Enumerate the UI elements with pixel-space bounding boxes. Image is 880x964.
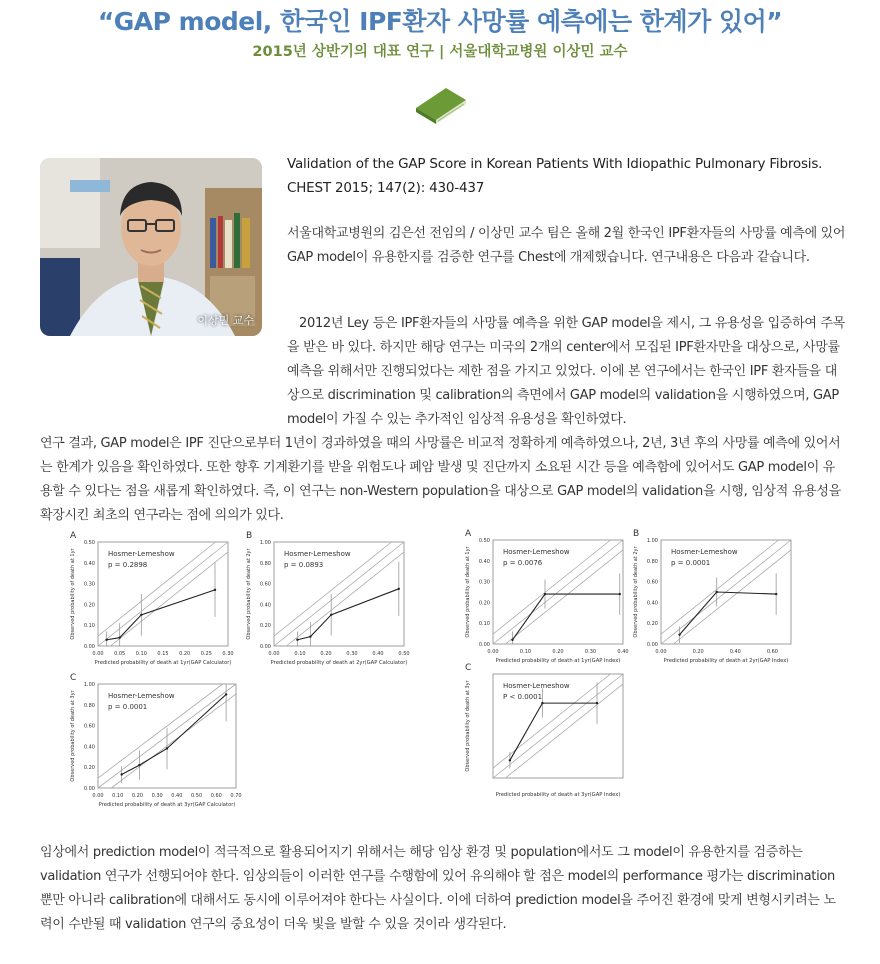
x-tick-label: 0.30	[584, 649, 597, 655]
data-point	[118, 636, 120, 638]
panel-letter: B	[246, 531, 253, 541]
y-tick-label: 0.30	[83, 581, 95, 588]
x-tick-label: 0.05	[114, 651, 126, 657]
x-tick-label: 0.10	[519, 649, 532, 655]
x-axis-label: Predicted probability of death at 3yr(GAP Index)	[495, 792, 621, 798]
panel-letter: C	[70, 673, 77, 683]
chart-annotation: p = 0.0001	[671, 559, 711, 567]
panel-letter: A	[70, 531, 77, 541]
data-point	[140, 614, 142, 616]
data-point	[105, 639, 107, 641]
y-tick-label: 0.10	[478, 621, 490, 628]
x-tick-label: 0.00	[92, 651, 104, 657]
x-tick-label: 0.40	[729, 649, 741, 655]
panel-letter: A	[465, 529, 472, 539]
chart-title: Hosmer-Lemeshow	[284, 550, 351, 558]
y-tick-label: 0.40	[478, 558, 490, 565]
data-point	[775, 593, 777, 595]
data-point	[541, 702, 543, 704]
data-point	[619, 593, 621, 595]
y-tick-label: 0.20	[83, 765, 95, 772]
y-tick-label: 1.00	[646, 538, 658, 544]
figure-gap-index-svg	[463, 524, 823, 804]
data-point	[138, 764, 140, 766]
y-tick-label: 0.80	[83, 702, 95, 709]
data-point	[716, 591, 718, 593]
y-axis-label: Observed probability of death at 2yr	[633, 546, 639, 638]
data-point	[398, 588, 400, 590]
data-point	[120, 773, 122, 775]
x-tick-label: 0.00	[268, 651, 280, 657]
x-tick-label: 0.20	[179, 651, 191, 657]
x-tick-label: 0.70	[230, 793, 242, 799]
body-paragraph-1: 2012년 Ley 등은 IPF환자들의 사망률 예측을 위한 GAP model을 제시, 그 유용성을 입증하여 주목을 받은 바 있다. 하지만 해당 연구는 미국의 2개의 center에서 모집된 IPF환자만을 대상으로, 사망률 예측을 위해서만 진행되었다는 제한 점을 가지고 있었다. 이에 본 연구에서는 한국인 IPF 환자들을 대상으로 discrimination 및 calibration의 측면에서 GAP model의 validation을 시행하였으며, GAP model이 가질 수 있는 추가적인 임상적 유용성을 확인하였다.	[287, 316, 845, 427]
y-tick-label: 0.20	[83, 602, 95, 609]
chart-annotation: p = 0.0893	[284, 561, 324, 569]
body-text	[40, 312, 845, 528]
data-point	[214, 589, 216, 591]
data-point	[330, 614, 332, 616]
data-point	[596, 702, 598, 704]
chart-panel-gap-calculator-c	[70, 673, 242, 808]
panel-letter: B	[633, 529, 640, 539]
data-point	[511, 639, 513, 641]
y-axis-label: Observed probability of death at 1yr	[465, 546, 471, 638]
x-tick-label: 0.40	[617, 649, 629, 655]
data-point	[509, 759, 511, 761]
y-tick-label: 0.60	[259, 581, 271, 588]
chart-panel-gap-index-a	[465, 529, 629, 664]
y-tick-label: 0.10	[83, 623, 95, 630]
x-tick-label: 0.40	[372, 651, 384, 657]
x-tick-label: 0.30	[222, 651, 234, 657]
y-tick-label: 0.40	[646, 600, 658, 607]
figure-gap-calculator	[66, 526, 438, 816]
y-tick-label: 0.50	[478, 538, 490, 544]
chart-title: Hosmer-Lemeshow	[108, 550, 175, 558]
data-point	[225, 693, 227, 695]
x-axis-label: Predicted probability of death at 1yr(GAP Index)	[495, 658, 621, 664]
y-axis-label: Observed probability of death at 3yr	[70, 690, 76, 782]
chart-annotation: p = 0.0076	[503, 559, 543, 567]
x-axis-label: Predicted probability of death at 1yr(GAP Calculator)	[94, 660, 232, 666]
y-tick-label: 0.80	[646, 558, 658, 565]
x-tick-label: 0.30	[346, 651, 358, 657]
x-tick-label: 0.10	[294, 651, 306, 657]
y-tick-label: 0.50	[83, 540, 95, 546]
data-point	[309, 635, 311, 637]
chart-panel-gap-index-c	[465, 663, 623, 798]
x-tick-label: 0.15	[157, 651, 169, 657]
y-axis-label: Observed probability of death at 2yr	[246, 548, 252, 640]
y-tick-label: 0.60	[83, 723, 95, 730]
x-tick-label: 0.40	[171, 793, 183, 799]
chart-title: Hosmer-Lemeshow	[503, 548, 570, 556]
y-axis-label: Observed probability of death at 1yr	[70, 548, 76, 640]
chart-title: Hosmer-Lemeshow	[671, 548, 738, 556]
data-point	[296, 639, 298, 641]
x-tick-label: 0.20	[552, 649, 564, 655]
y-axis-label: Observed probability of death at 3yr	[465, 680, 471, 772]
citation-title: Validation of the GAP Score in Korean Patients With Idiopathic Pulmonary Fibrosis.	[287, 156, 823, 172]
y-tick-label: 0.40	[259, 602, 271, 609]
x-axis-label: Predicted probability of death at 3yr(GAP Calculator)	[98, 802, 236, 808]
y-tick-label: 0.20	[259, 623, 271, 630]
photo-caption: 이상민 교수	[197, 314, 254, 327]
chart-annotation: p = 0.2898	[108, 561, 148, 569]
book-icon	[412, 84, 470, 124]
y-tick-label: 1.00	[259, 540, 271, 546]
y-tick-label: 1.00	[83, 682, 95, 688]
data-point	[678, 633, 680, 635]
x-tick-label: 0.60	[210, 793, 222, 799]
x-tick-label: 0.60	[766, 649, 778, 655]
x-tick-label: 0.00	[92, 793, 104, 799]
x-tick-label: 0.00	[487, 649, 499, 655]
y-tick-label: 0.00	[478, 642, 490, 648]
chart-annotation: p = 0.0001	[108, 703, 148, 711]
citation-journal: CHEST 2015; 147(2): 430-437	[287, 180, 485, 196]
chart-annotation: P < 0.0001	[503, 693, 543, 701]
y-tick-label: 0.00	[83, 644, 95, 650]
intro-paragraph: 서울대학교병원의 김은선 전임의 / 이상민 교수 팀은 올해 2월 한국인 IPF환자들의 사망률 예측에 있어 GAP model이 유용한지를 검증한 연구를 Chest에 개제했습니다. 연구내용은 다음과 같습니다.	[287, 226, 846, 265]
figure-gap-calculator-svg	[66, 526, 438, 816]
x-tick-label: 0.30	[151, 793, 163, 799]
x-tick-label: 0.10	[112, 793, 124, 799]
x-tick-label: 0.50	[191, 793, 203, 799]
professor-photo	[40, 158, 262, 336]
chart-panel-gap-calculator-a	[70, 531, 234, 666]
x-tick-label: 0.20	[320, 651, 332, 657]
y-tick-label: 0.60	[646, 579, 658, 586]
chart-title: Hosmer-Lemeshow	[503, 682, 570, 690]
x-tick-label: 0.50	[398, 651, 410, 657]
x-tick-label: 0.20	[692, 649, 704, 655]
x-tick-label: 0.00	[655, 649, 667, 655]
x-axis-label: Predicted probability of death at 2yr(GAP Index)	[663, 658, 789, 664]
figure-gap-index	[463, 524, 823, 804]
y-tick-label: 0.40	[83, 744, 95, 751]
y-tick-label: 0.40	[83, 560, 95, 567]
data-point	[544, 593, 546, 595]
y-tick-label: 0.20	[478, 600, 490, 607]
y-tick-label: 0.20	[646, 621, 658, 628]
x-axis-label: Predicted probability of death at 2yr(GAP Calculator)	[270, 660, 408, 666]
chart-panel-gap-calculator-b	[246, 531, 410, 666]
chart-panel-gap-index-b	[633, 529, 791, 664]
page-subtitle: 2015년 상반기의 대표 연구 | 서울대학교병원 이상민 교수	[252, 44, 628, 60]
chart-title: Hosmer-Lemeshow	[108, 692, 175, 700]
x-tick-label: 0.20	[131, 793, 143, 799]
x-tick-label: 0.10	[135, 651, 147, 657]
y-tick-label: 0.80	[259, 560, 271, 567]
citation	[287, 152, 847, 200]
y-tick-label: 0.00	[259, 644, 271, 650]
conclusion-paragraph: 임상에서 prediction model이 적극적으로 활용되어지기 위해서는 해당 임상 환경 및 population에서도 그 model이 유용한지를 검증하는 validation 연구가 선행되어야 한다. 임상의들이 이러한 연구를 수행함에 있어 유의해야 할 점은 model의 performance 평가는 discrimination 뿐만 아니라 calibration에 대해서도 동시에 이루어져야 한다는 사실이다. 이에 더하여 prediction model을 주어진 환경에 맞게 변형시키려는 노력이 수반될 때 validation 연구의 중요성이 더욱 빛을 발할 수 있을 것이라 생각된다.	[40, 845, 836, 932]
y-tick-label: 0.00	[646, 642, 658, 648]
page-title: “GAP model, 한국인 IPF환자 사망률 예측에는 한계가 있어”	[97, 7, 783, 36]
data-point	[166, 747, 168, 749]
x-tick-label: 0.25	[200, 651, 212, 657]
y-tick-label: 0.00	[83, 786, 95, 792]
panel-letter: C	[465, 663, 472, 673]
body-paragraph-2: 연구 결과, GAP model은 IPF 진단으로부터 1년이 경과하였을 때의 사망률은 비교적 정확하게 예측하였으나, 2년, 3년 후의 사망률 예측에 있어서는 한계가 있음을 확인하였다. 또한 향후 기계환기를 받을 위험도나 폐암 발생 및 진단까지 소요된 시간 등을 예측함에 있어서도 GAP model이 유용할 수 있다는 점을 새롭게 확인하였다. 즉, 이 연구는 non-Western population을 대상으로 GAP model의 validation을 시행, 임상적 유용성을 확장시킨 최초의 연구라는 점에 의의가 있다.	[40, 436, 841, 523]
y-tick-label: 0.30	[478, 579, 490, 586]
